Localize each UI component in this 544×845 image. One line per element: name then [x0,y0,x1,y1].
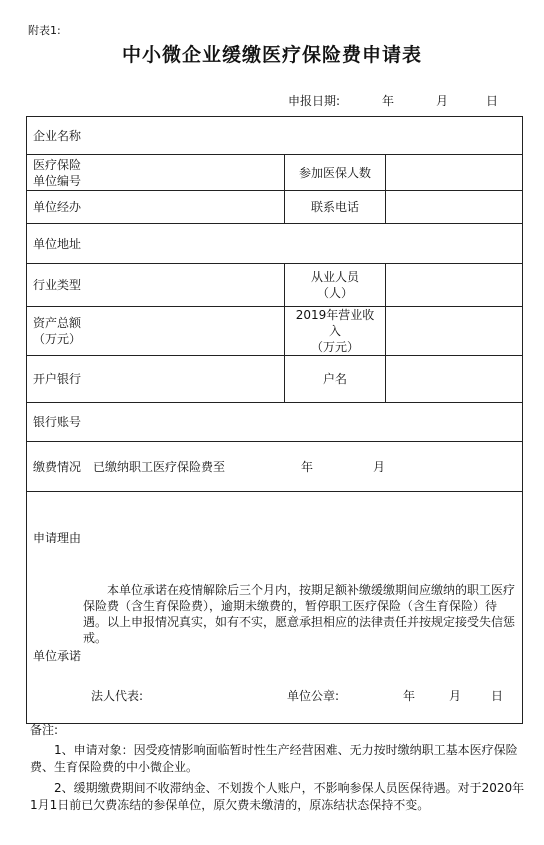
legal-rep-label: 法人代表: [91,689,144,703]
payment-text: 已缴纳职工医疗保险费至 [93,459,226,474]
date-year: 年 [382,94,395,108]
reason-label: 申请理由 [33,531,82,545]
phone-value[interactable] [386,191,523,224]
row-company-name [27,117,523,155]
insured-count-label: 参加医保人数 [285,155,386,191]
note-2: 2、缓期缴费期间不收滞纳金、不划拨个人账户，不影响参保人员医保待遇。对于2020年1月1日前已欠费冻结的参保单位，原欠费未缴清的，原冻结状态保持不变。 [30,781,525,812]
notes-label: 备注: [30,723,59,737]
insurance-unit-no-line1: 医疗保险 [33,157,82,172]
employees-line1: 从业人员 [310,270,359,284]
application-form-table [26,116,523,724]
seal-month: 月 [449,689,462,703]
insured-count-value[interactable] [386,155,523,191]
date-month: 月 [436,94,449,108]
row-payment-status [27,442,523,492]
payment-status-label: 缴费情况 [33,459,82,474]
row-account-no [27,403,523,442]
row-insurance-unit [27,155,523,191]
assets-line2: （万元） [33,332,82,346]
bank-label: 开户银行 [27,356,285,403]
row-industry [27,264,523,307]
phone-label: 联系电话 [285,191,386,224]
insurance-unit-no-line2: 单位编号 [33,173,82,188]
address-label: 单位地址 [27,224,523,264]
row-handler [27,191,523,224]
account-no-label: 银行账号 [27,403,523,442]
account-name-value[interactable] [386,356,523,403]
employees-value[interactable] [386,264,523,307]
revenue-value[interactable] [386,307,523,356]
row-address [27,224,523,264]
reason-pledge-cell [27,492,523,724]
insurance-unit-no-label [27,155,285,191]
handler-label: 单位经办 [27,191,285,224]
seal-label: 单位公章: [287,689,340,703]
seal-day: 日 [491,689,504,703]
pledge-text: 本单位承诺在疫情解除后三个月内，按期足额补缴缓缴期间应缴纳的职工医疗保险费（含生育保险费），逾期未缴费的，暂停职工医疗保险（含生育保险）待遇。以上申报情况真实，如有不实，愿意承担相应的法律责任并按规定接受失信惩戒。 [83,583,516,645]
note-1: 1、申请对象：因受疫情影响面临暂时性生产经营困难、无力按时缴纳职工基本医疗保险费、生育保险费的中小微企业。 [30,743,518,774]
company-name-label: 企业名称 [27,117,523,155]
row-bank [27,356,523,403]
employees-line2: （人） [316,286,353,300]
revenue-line1: 2019年营业收入 [295,308,375,338]
assets-label [27,307,285,356]
row-assets [27,307,523,356]
date-label: 申报日期: [288,94,341,108]
employees-label [285,264,386,307]
attachment-label: 附表1: [28,24,61,37]
revenue-label [285,307,386,356]
seal-year: 年 [403,689,416,703]
payment-year: 年 [301,459,314,474]
revenue-line2: （万元） [310,340,359,354]
payment-month: 月 [373,459,386,474]
industry-label: 行业类型 [27,264,285,307]
date-day: 日 [486,94,499,108]
account-name-label: 户名 [285,356,386,403]
pledge-label: 单位承诺 [33,649,82,663]
form-title: 中小微企业缓缴医疗保险费申请表 [121,44,422,66]
notes-section [30,722,526,814]
assets-line1: 资产总额 [33,316,82,330]
payment-status-cell [27,442,523,492]
row-reason-pledge [27,492,523,724]
